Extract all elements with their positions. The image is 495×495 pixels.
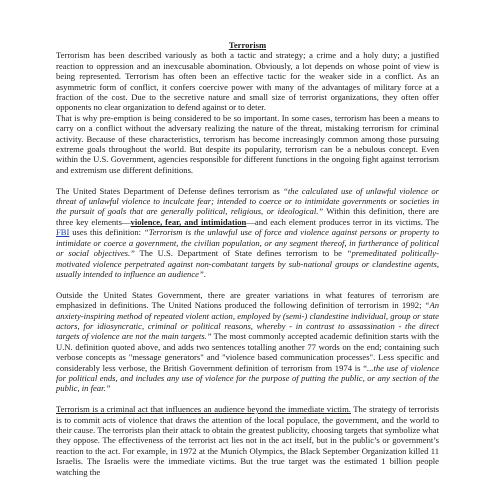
paragraph-3 [56, 186, 439, 280]
dod-definition-quote: “the calculated use of unlawful violence or threat of unlawful violence to inculcate fear; intended to coerce or to intimidate governments or societies in the pursuit of goals that are generally political, religious, or ideological.” [56, 185, 440, 217]
paragraph-4 [56, 290, 439, 394]
key-elements-emphasis: violence, fear, and intimidation [130, 216, 247, 227]
p4-text-c: The most commonly accepted academic definition starts with the U.N. definition quoted above, and adds two sentences totalling another 77 words on the end; containing such verbose concepts as "message generators" and "violence based communication processes". Less specific and considerably less verbose, the British Government definition of terrorism from 1974 is “ [56, 331, 440, 373]
p3-text-c: Within this definition, there are three key elements— [56, 206, 439, 227]
p3-text-i: The U.S. Department of State defines terrorism to be [134, 248, 347, 259]
british-definition-quote: ...the use of violence for political ends, and includes any use of violence for the purpose of putting the public, or any section of the public, in fear.” [56, 362, 440, 394]
p3-text-e: —and each element produces terror in its victims. The [246, 216, 439, 227]
p3-text-g: uses this definition: [69, 227, 144, 238]
fbi-definition-quote: “Terrorism is the unlawful use of force and violence against persons or property to intimidate or coerce a government, the civilian population, or any segment thereof, in furtherance of political or social objectives.” [56, 227, 439, 259]
document-title: Terrorism [228, 40, 267, 50]
p5-text-b: The strategy of terrorists is to commit acts of violence that draws the attention of the local populace, the government, and the world to their cause. The terrorists plan their attack to obtain the greatest publicity, choosing targets that symbolize what they oppose. The effectiveness of the terrorist act lies not in the act itself, but in the public’s or government’s reaction to the act. For example, in 1972 at the Munich Olympics, the Black September Organization killed 11 Israelis. The Israelis were the immediate victims. But the true target was the estimated 1 billion people watching the [56, 404, 439, 477]
p3-text-a: The United States Department of Defense defines terrorism as [56, 185, 284, 196]
paragraph-2: That is why pre-emption is being considered to be so important. In some cases, terrorism has been a means to carry on a conflict without the adversary realizing the nature of the threat, mistaking terrorism for criminal activity. Because of these characteristics, terrorism has become increasingly common among those pursuing extreme goals throughout the world. But despite its popularity, terrorism can be a nebulous concept. Even within the U.S. Government, agencies responsible for different functions in the ongoing fight against terrorism and extremism use different definitions. [56, 112, 439, 175]
fbi-link[interactable]: FBI [56, 227, 70, 238]
p3-text-k: . [203, 268, 206, 279]
p4-text-a: Outside the United States Government, there are greater variations in what features of terrorism are emphasized in definitions. The United Nations produced the following definition of terrorism in 1992; [56, 289, 439, 311]
p5-underlined-lead: Terrorism is a criminal act that influences an audience beyond the immediate victim. [56, 404, 351, 415]
un-definition-quote: “An anxiety-inspiring method of repeated violent action, employed by (semi-) clandestine individual, group or state actors, for idiosyncratic, criminal or political reasons, whereby - in contrast to assassination - the direct targets of violence are not the main targets.” [56, 300, 439, 342]
paragraph-5 [56, 404, 439, 477]
state-dept-definition-quote: “premeditated politically-motivated violence perpetrated against non-combatant targets by sub-national groups or clandestine agents, usually intended to influence an audience” [56, 248, 439, 279]
paragraph-1: Terrorism has been described variously as both a tactic and strategy; a crime and a holy duty; a justified reaction to oppression and an inexcusable abomination. Obviously, a lot depends on whose point of view is being represented. Terrorism has often been an effective tactic for the weaker side in a conflict. As an asymmetric form of conflict, it confers coercive power with many of the advantages of military force at a fraction of the cost. Due to the secretive nature and small size of terrorist organizations, they often offer opponents no clear organization to defend against or to deter. [56, 50, 439, 113]
